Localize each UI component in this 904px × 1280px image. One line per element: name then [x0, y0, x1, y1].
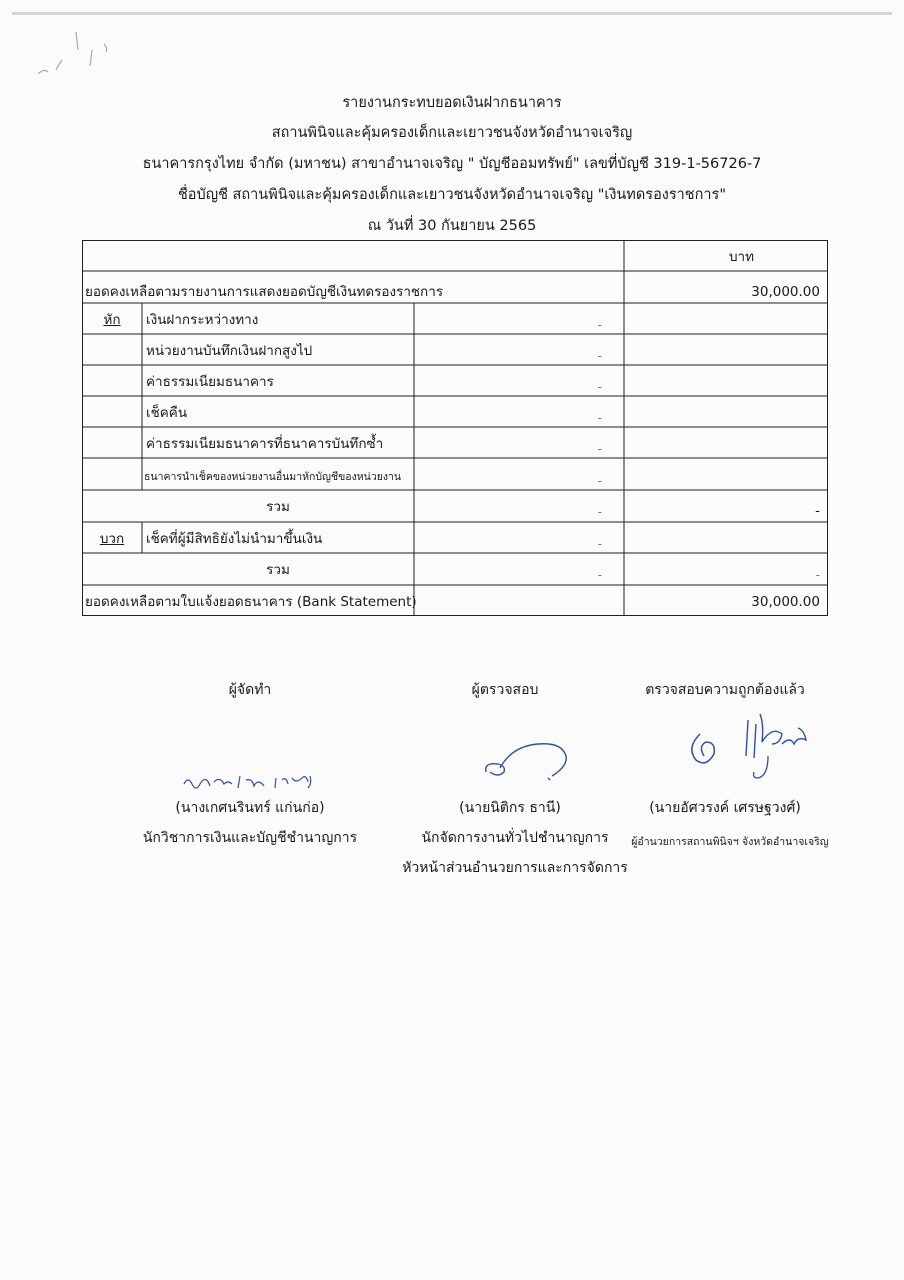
approver-signature-icon — [672, 696, 832, 788]
reviewer-name: (นายนิติกร ธานี) — [459, 800, 561, 816]
approver-position: ผู้อำนวยการสถานพินิจฯ จังหวัดอำนาจเจริญ — [631, 836, 829, 848]
preparer-position: นักวิชาการเงินและบัญชีชำนาญการ — [142, 830, 358, 846]
deduct-item-amount: - — [597, 349, 602, 363]
deduct-total-amount: - — [597, 505, 602, 519]
pen-mark-scribble — [30, 26, 120, 86]
add-total-right: - — [815, 568, 820, 582]
deduct-item-label: ค่าธรรมเนียมธนาคาร — [146, 374, 274, 390]
top-border-line — [12, 12, 892, 15]
reconciliation-table — [82, 240, 828, 616]
deduct-item-label: หน่วยงานบันทึกเงินฝากสูงไป — [146, 343, 313, 359]
add-item-amount: - — [597, 537, 602, 551]
approver-name: (นายอัศวรงค์ เศรษฐวงศ์) — [649, 800, 801, 816]
preparer-role: ผู้จัดทำ — [228, 682, 272, 698]
deduct-item-label: เงินฝากระหว่างทาง — [146, 312, 259, 328]
deduct-item-amount: - — [597, 380, 602, 394]
opening-balance-label: ยอดคงเหลือตามรายงานการแสดงยอดบัญชีเงินทดรองราชการ — [85, 284, 444, 300]
opening-balance-amount: 30,000.00 — [751, 284, 820, 300]
deduct-item-amount: - — [597, 318, 602, 332]
deduct-item-amount: - — [597, 474, 602, 488]
reviewer-role: ผู้ตรวจสอบ — [471, 682, 539, 698]
agency-name: สถานพินิจและคุ้มครองเด็กและเยาวชนจังหวัดอำนาจเจริญ — [271, 125, 633, 141]
deduct-item-amount: - — [597, 411, 602, 425]
add-label: บวก — [99, 531, 125, 547]
deduct-item-label: เช็คคืน — [146, 405, 188, 421]
preparer-signature-icon — [180, 770, 330, 794]
bank-account-info: ธนาคารกรุงไทย จำกัด (มหาชน) สาขาอำนาจเจริญ " บัญชีออมทรัพย์" เลขที่บัญชี 319-1-56726-7 — [142, 156, 762, 172]
deduct-total-right: - — [815, 503, 820, 519]
deduct-item-label: ธนาคารนำเช็คของหน่วยงานอื่นมาหักบัญชีของหน่วยงาน — [144, 471, 402, 483]
deduct-item-label: ค่าธรรมเนียมธนาคารที่ธนาคารบันทึกซ้ำ — [146, 436, 384, 452]
currency-header: บาท — [728, 249, 754, 265]
add-total-amount: - — [597, 568, 602, 582]
reviewer-position-2: หัวหน้าส่วนอำนวยการและการจัดการ — [402, 860, 628, 876]
add-item-label: เช็คที่ผู้มีสิทธิยังไม่นำมาขึ้นเงิน — [146, 531, 323, 547]
add-total-label: รวม — [266, 562, 290, 578]
deduct-label: หัก — [103, 312, 121, 328]
reviewer-position: นักจัดการงานทั่วไปชำนาญการ — [421, 830, 609, 846]
reviewer-signature-icon — [480, 738, 580, 786]
deduct-total-label: รวม — [266, 499, 290, 515]
report-title: รายงานกระทบยอดเงินฝากธนาคาร — [342, 95, 562, 111]
closing-balance-amount: 30,000.00 — [751, 594, 820, 610]
approver-role: ตรวจสอบความถูกต้องแล้ว — [645, 682, 805, 698]
report-date: ณ วันที่ 30 กันยายน 2565 — [367, 218, 537, 234]
account-name: ชื่อบัญชี สถานพินิจและคุ้มครองเด็กและเยาวชนจังหวัดอำนาจเจริญ "เงินทดรองราชการ" — [177, 187, 727, 203]
deduct-item-amount: - — [597, 442, 602, 456]
closing-balance-label: ยอดคงเหลือตามใบแจ้งยอดธนาคาร (Bank Statement) — [85, 594, 417, 610]
preparer-name: (นางเกศนรินทร์ แก่นก่อ) — [175, 800, 325, 816]
